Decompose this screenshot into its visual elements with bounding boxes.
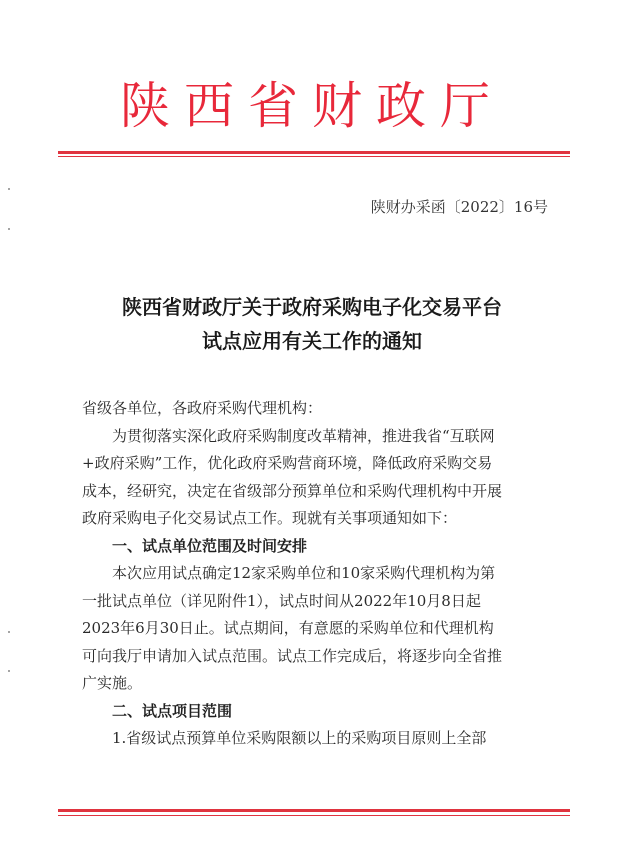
document-body (82, 395, 560, 753)
section-1-line: 2023年6月30日止。试点期间，有意愿的采购单位和代理机构 (82, 619, 494, 637)
section-2-line: 1.省级试点预算单位采购限额以上的采购项目原则上全部 (112, 729, 487, 747)
intro-line: 成本，经研究，决定在省级部分预算单位和采购代理机构中开展 (82, 481, 503, 500)
section-1-line: 可向我厅申请加入试点范围。试点工作完成后，将逐步向全省推 (82, 646, 503, 665)
letterhead-title: 陕西省财政厅 (120, 77, 504, 135)
section-1-heading: 一、试点单位范围及时间安排 (112, 536, 308, 555)
document-title (0, 290, 624, 358)
section-1-line: 广实施。 (82, 674, 143, 692)
document-title-line-2: 试点应用有关工作的通知 (202, 329, 422, 353)
salutation: 省级各单位，各政府采购代理机构： (82, 399, 323, 417)
document-number: 陕财办采函〔2022〕16号 (370, 198, 548, 216)
header-red-rule-thin (58, 156, 570, 157)
footer-red-rule (58, 809, 570, 812)
section-1-line: 本次应用试点确定12家采购单位和10家采购代理机构为第 (112, 564, 496, 582)
margin-dot (8, 188, 10, 190)
footer-red-rule-thin (58, 815, 570, 816)
margin-dot (8, 670, 10, 672)
margin-dot (8, 631, 10, 633)
intro-line: +政府采购”工作，优化政府采购营商环境，降低政府采购交易 (82, 454, 493, 472)
header-red-rule (58, 151, 570, 154)
intro-line: 政府采购电子化交易试点工作。现就有关事项通知如下： (82, 509, 458, 527)
document-title-line-1: 陕西省财政厅关于政府采购电子化交易平台 (122, 295, 502, 319)
margin-dot (8, 228, 10, 230)
section-2-heading: 二、试点项目范围 (112, 701, 233, 720)
section-1-line: 一批试点单位（详见附件1），试点时间从2022年10月8日起 (82, 591, 481, 610)
intro-line: 为贯彻落实深化政府采购制度改革精神，推进我省“互联网 (112, 426, 495, 445)
